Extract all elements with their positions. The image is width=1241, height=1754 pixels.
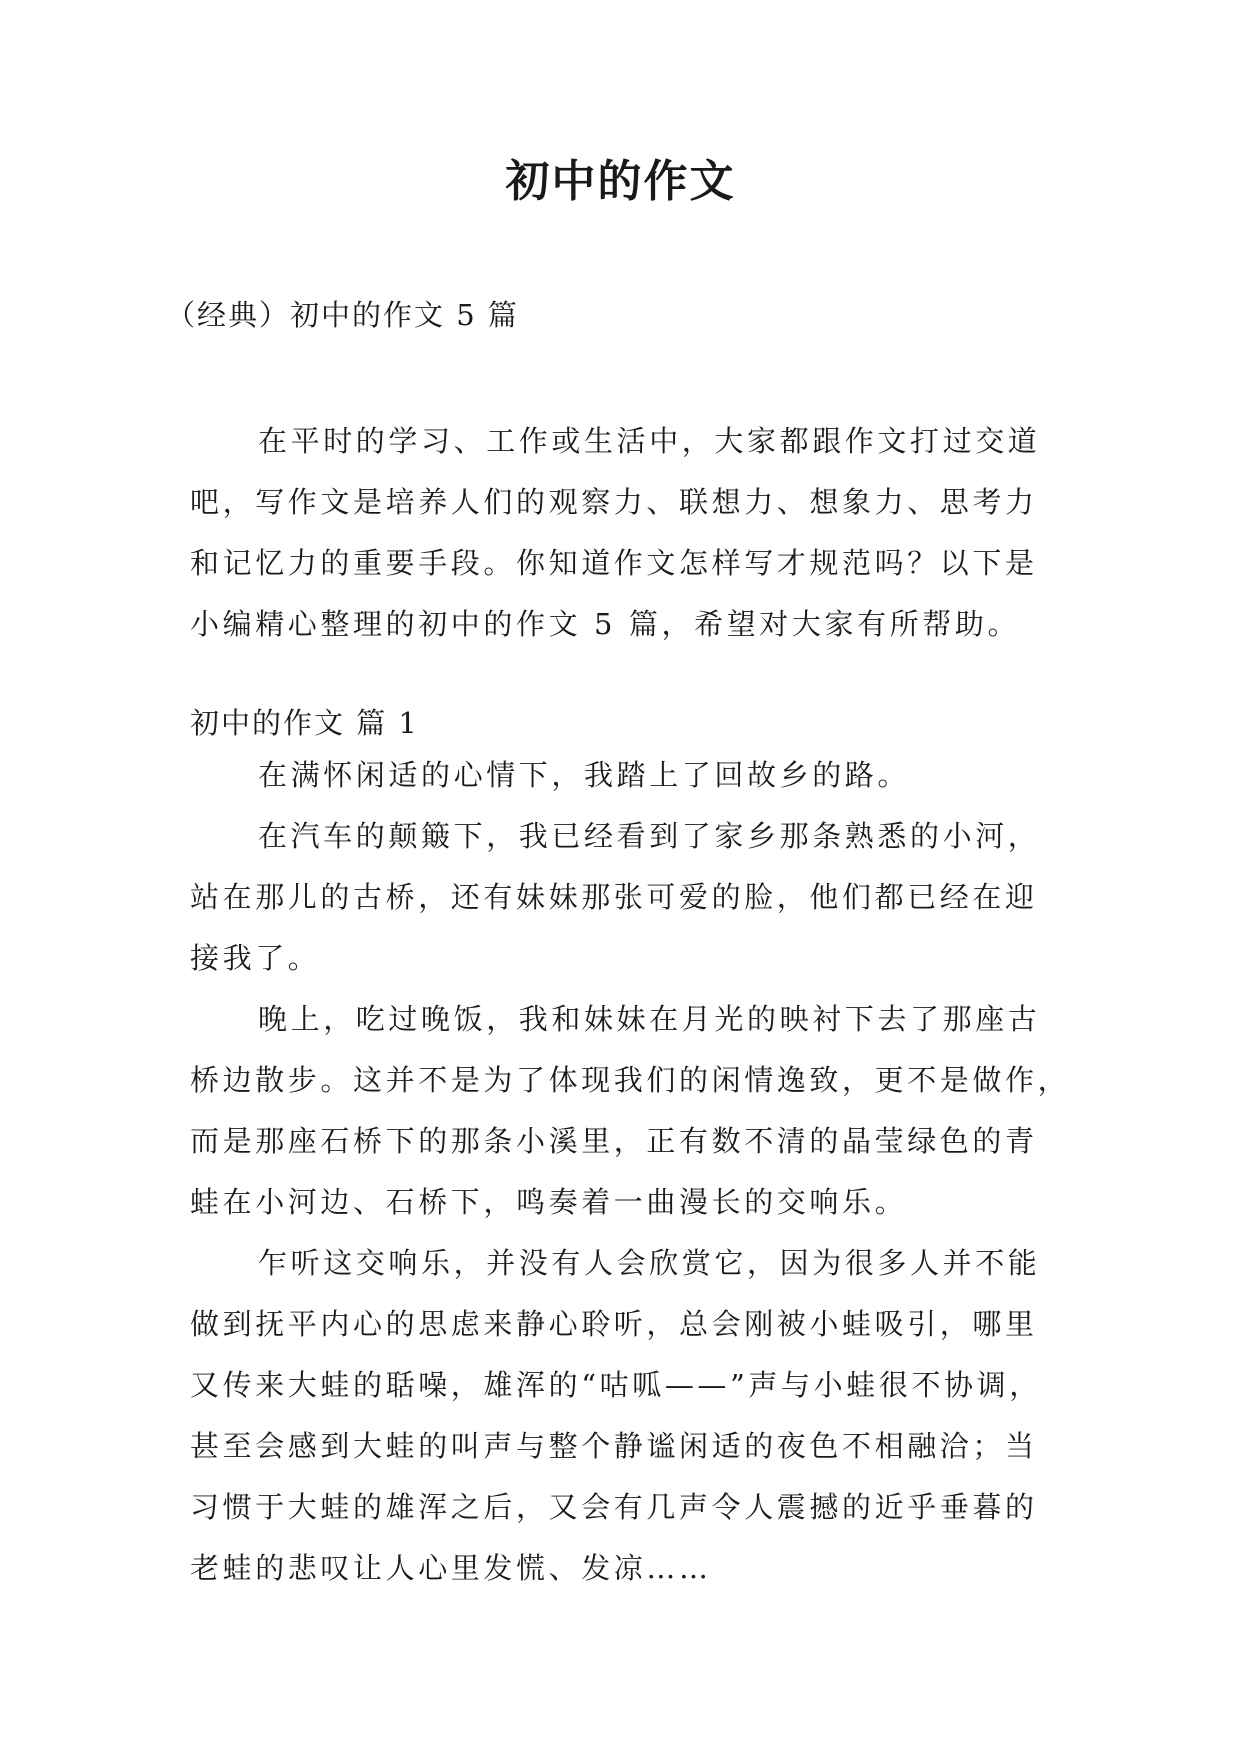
essay-body: [190, 745, 1071, 1599]
essay-line: 站在那儿的古桥，还有妹妹那张可爱的脸，他们都已经在迎: [190, 880, 1038, 914]
essay-line: 桥边散步。这并不是为了体现我们的闲情逸致，更不是做作，: [190, 1063, 1071, 1097]
page-title: 初中的作文: [505, 156, 736, 207]
essay-line: 又传来大蛙的聒噪，雄浑的“咕呱——”声与小蛙很不协调，: [190, 1368, 1042, 1402]
essay-line: 晚上，吃过晚饭，我和妹妹在月光的映衬下去了那座古: [258, 1002, 1041, 1036]
essay-line: 甚至会感到大蛙的叫声与整个静谧闲适的夜色不相融洽；当: [190, 1429, 1038, 1463]
intro-paragraph: [190, 411, 1060, 655]
essay-line: 接我了。: [190, 941, 321, 975]
intro-line: 在平时的学习、工作或生活中，大家都跟作文打过交道: [258, 424, 1041, 458]
document-subtitle: （经典）初中的作文 5 篇: [166, 298, 519, 332]
essay-line: 在满怀闲适的心情下，我踏上了回故乡的路。: [258, 758, 911, 792]
intro-line: 和记忆力的重要手段。你知道作文怎样写才规范吗？以下是: [190, 546, 1038, 580]
essay-line: 乍听这交响乐，并没有人会欣赏它，因为很多人并不能: [258, 1246, 1041, 1280]
essay-line: 在汽车的颠簸下，我已经看到了家乡那条熟悉的小河，: [258, 819, 1041, 853]
essay-line: 习惯于大蛙的雄浑之后，又会有几声令人震撼的近乎垂暮的: [190, 1490, 1038, 1524]
intro-line: 吧，写作文是培养人们的观察力、联想力、想象力、思考力: [190, 485, 1038, 519]
intro-line: 小编精心整理的初中的作文 5 篇，希望对大家有所帮助。: [190, 607, 1021, 641]
essay-line: 而是那座石桥下的那条小溪里，正有数不清的晶莹绿色的青: [190, 1124, 1038, 1158]
essay-line: 老蛙的悲叹让人心里发慌、发凉……: [190, 1551, 712, 1585]
essay-line: 蛙在小河边、石桥下，鸣奏着一曲漫长的交响乐。: [190, 1185, 908, 1219]
section-heading: 初中的作文 篇 1: [190, 706, 419, 740]
essay-line: 做到抚平内心的思虑来静心聆听，总会刚被小蛙吸引，哪里: [190, 1307, 1038, 1341]
